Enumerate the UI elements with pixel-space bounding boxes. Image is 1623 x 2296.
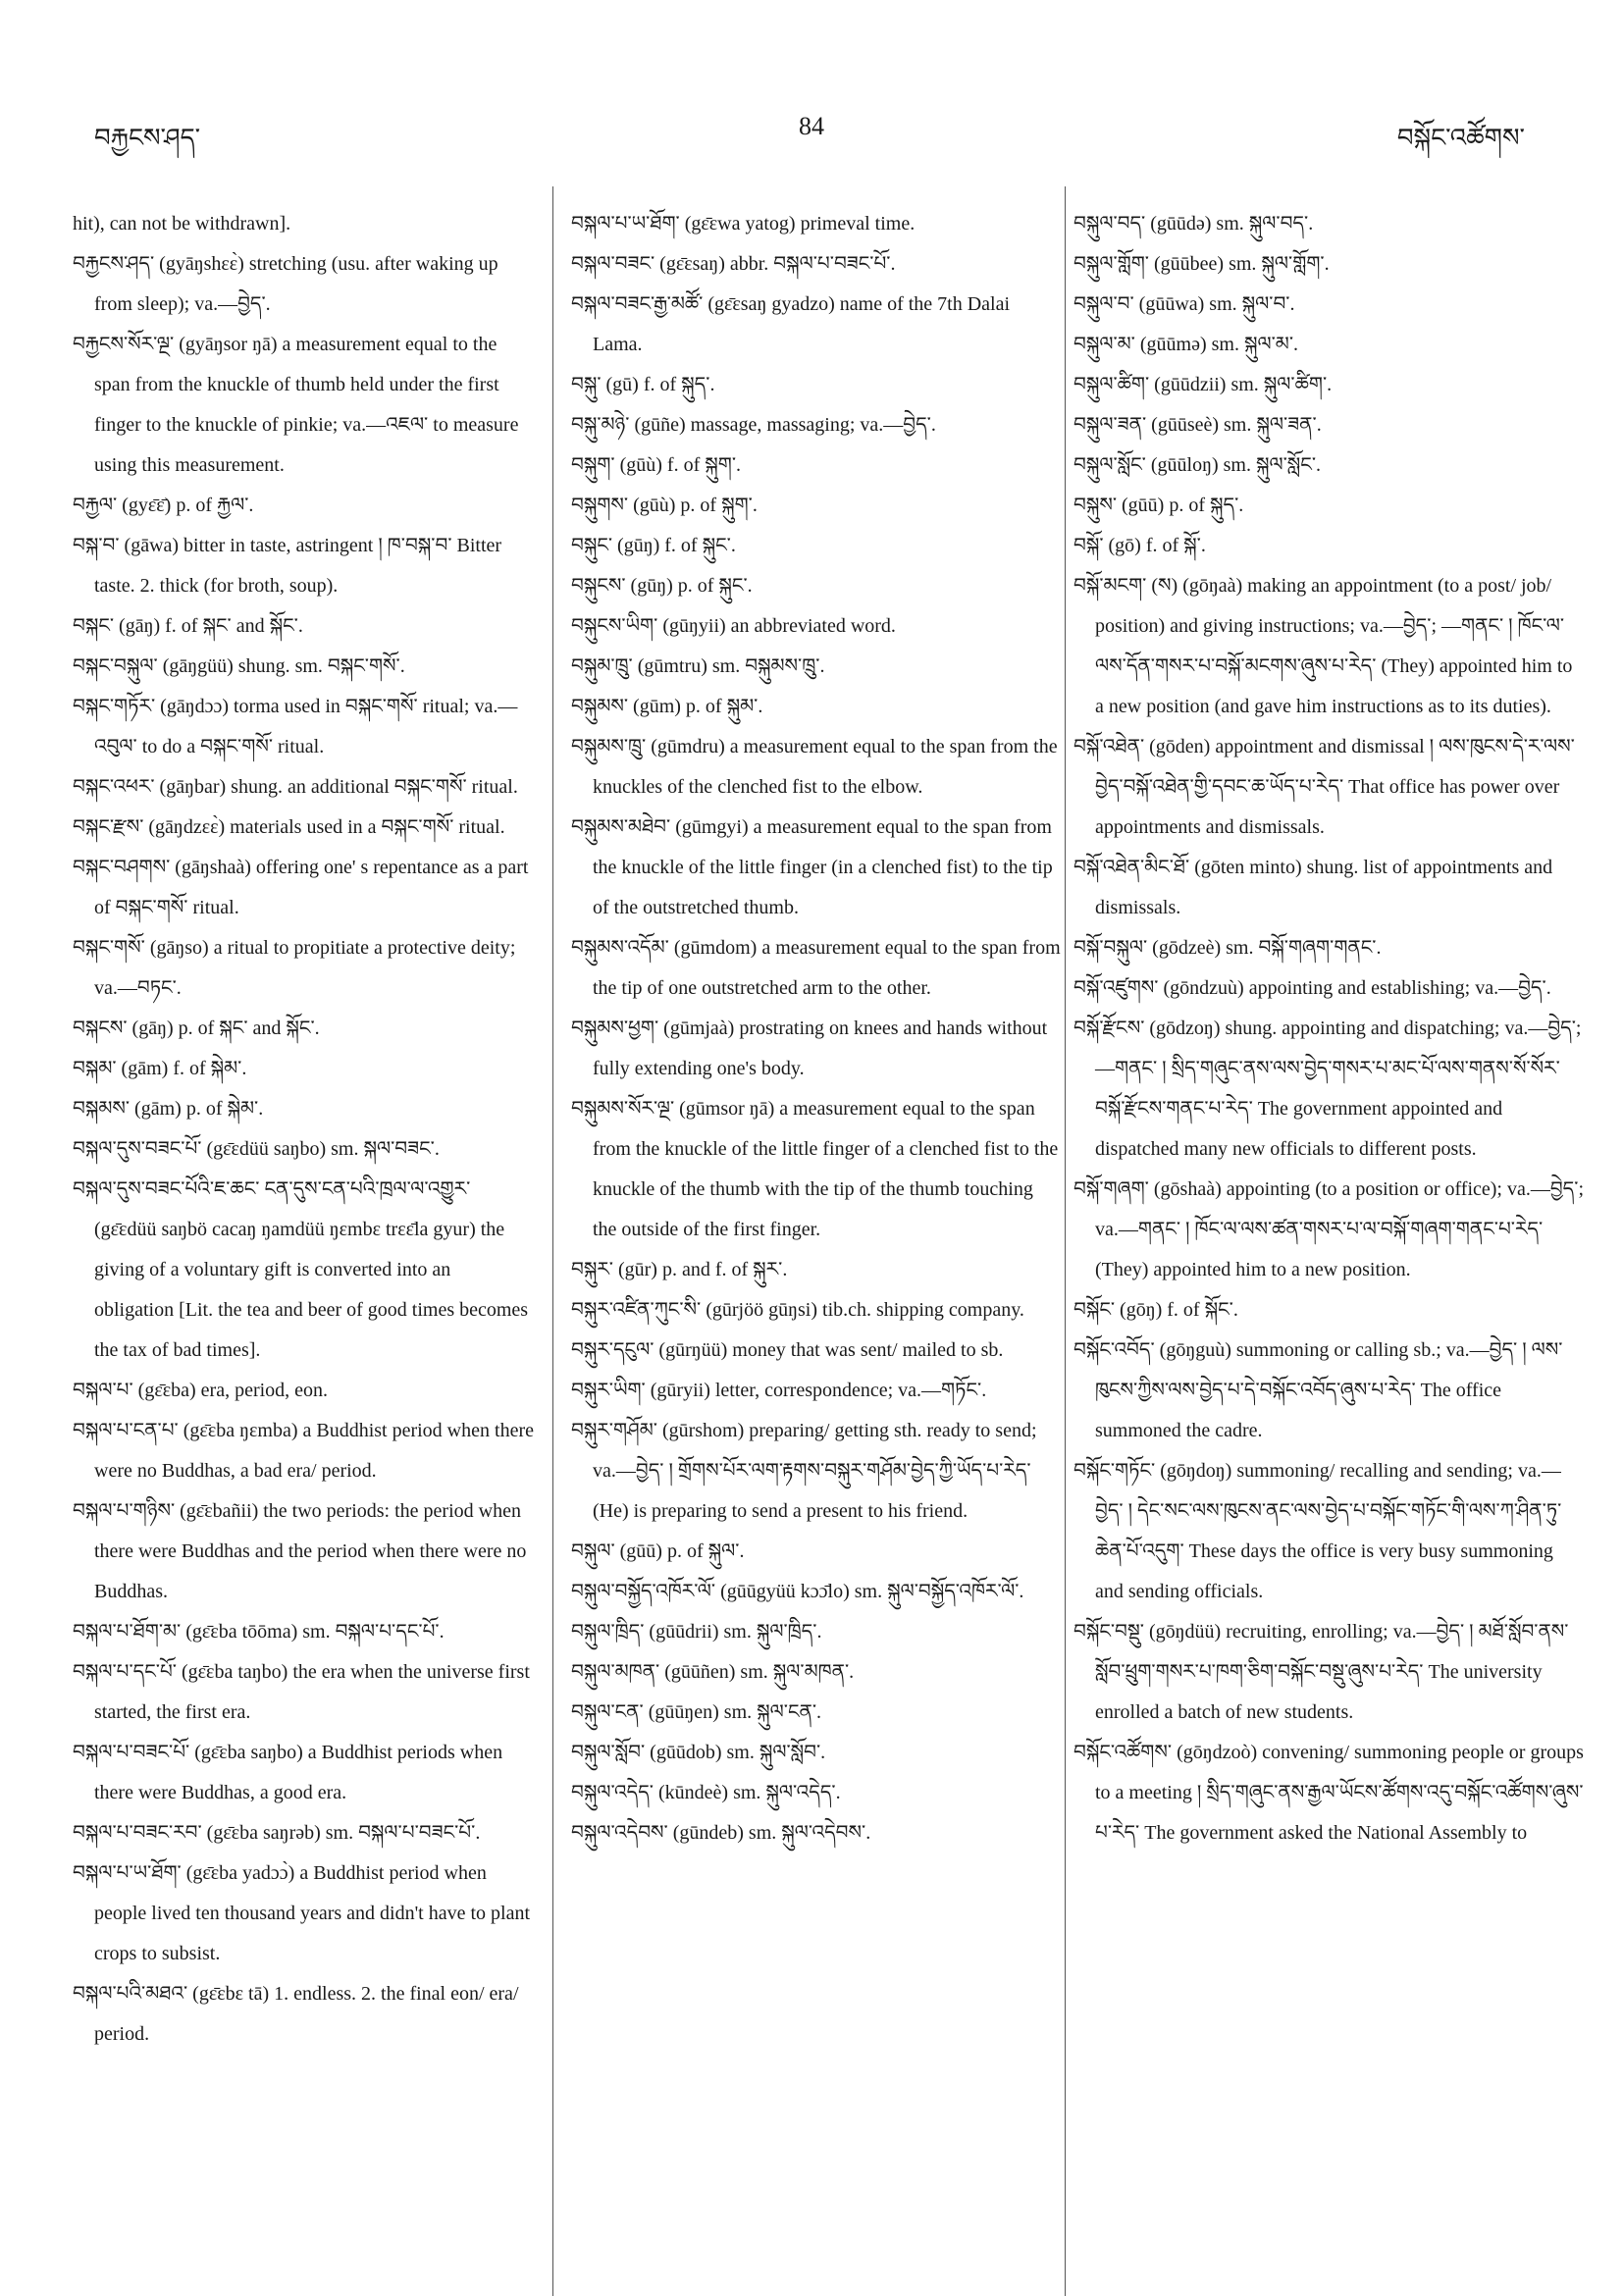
dictionary-entry: བསྐལ་པ་ཡ་ཐོག་ (gɛ̄ɛwa yatog) primeval time. xyxy=(571,213,916,235)
dictionary-entry: བསྐལ་པ་དང་པོ་ (gɛ̄ɛba taŋbo) the era when the universe first started, the first era. xyxy=(73,1661,530,1723)
dictionary-entry: བསྐུགས་ (gūù) p. of སྐུག་. xyxy=(571,495,758,516)
dictionary-entry: hit), can not be withdrawn]. xyxy=(73,213,291,235)
dictionary-entry: བསྐུམ་ཁྲུ་ (gūmtru) sm. བསྐུམས་ཁྲུ་. xyxy=(571,655,825,677)
dictionary-entry: བསྐུལ་སློབ་ (gūūdob) sm. སྐུལ་སློབ་. xyxy=(571,1742,826,1763)
dictionary-entry: བསྐང་རྫས་ (gāŋdzɛɛ̀) materials used in a བསྐང་གསོ་ ritual. xyxy=(73,816,505,838)
dictionary-entry: བསྐོང་བསྡུ་ (gōŋdüü) recruiting, enrolling; va.—བྱེད་ ། མཐོ་སློབ་ནས་སློབ་ཕྲུག་གསར་པ་ཁག་ཅིག་བསྐོང་བསྡུ་ཞུས་པ་རེད་ The university enrolled a batch of new students. xyxy=(1073,1621,1569,1723)
dictionary-entry: བསྐུལ་མཁན་ (gūūñen) sm. སྐུལ་མཁན་. xyxy=(571,1661,855,1683)
dictionary-entry: བསྐུ་ (gū) f. of སྐུད་. xyxy=(571,374,715,395)
dictionary-entry: བསྐོ་མངག་ (ས) (gōŋaà) making an appointment (to a post/ job/ position) and giving instructions; va.—བྱེད་; —གནང་ ། ཁོང་ལ་ལས་དོན་གསར་པ་བསྐོ་མངགས་ཞུས་པ་རེད་ (They) appointed him to a new position (and gave him instructions as to its duties). xyxy=(1073,575,1573,717)
dictionary-entry: བསྐུམས་ (gūm) p. of སྐུམ་. xyxy=(571,696,763,717)
dictionary-entry: བསྐང་བསྐུལ་ (gāŋgüü) shung. sm. བསྐང་གསོ་. xyxy=(73,655,405,677)
dictionary-entry: བརྐྱངས་སོར་ལྔ་ (gyāŋsor ŋā) a measurement equal to the span from the knuckle of thumb held under the first finger to the knuckle of pinkie; va.—འཇལ་ to measure using this measurement. xyxy=(73,334,519,476)
dictionary-entry: བསྐུར་ (gūr) p. and f. of སྐུར་. xyxy=(571,1259,788,1280)
dictionary-entry: བསྐོ་འཐེན་ (gōden) appointment and dismissal ། ལས་ཁུངས་དེ་ར་ལས་བྱེད་བསྐོ་འཐེན་གྱི་དབང་ཆ་ཡོད་པ་རེད་ That office has power over appointments and dismissals. xyxy=(1073,736,1575,838)
dictionary-entry: བསྐལ་པ་བཟང་རབ་ (gɛ̄ɛba saŋrəb) sm. བསྐལ་པ་བཟང་པོ་. xyxy=(73,1822,481,1844)
dictionary-entry: བསྐུལ་ཟན་ (gūūseè) sm. སྐུལ་ཟན་. xyxy=(1073,414,1322,436)
dictionary-entry: བསྐོ་གཞག་ (gōshaà) appointing (to a position or office); va.—བྱེད་; va.—གནང་ ། ཁོང་ལ་ལས་ཚན་གསར་པ་ལ་བསྐོ་གཞག་གནང་པ་རེད་ (They) appointed him to a new position. xyxy=(1073,1178,1585,1280)
dictionary-entry: བསྐལ་པ་བཟང་པོ་ (gɛ̄ɛba saŋbo) a Buddhist periods when there were Buddhas, a good era. xyxy=(73,1742,503,1803)
column-divider xyxy=(1065,186,1066,2296)
dictionary-entry: བསྐུལ་འདེབས་ (gūndeb) sm. སྐུལ་འདེབས་. xyxy=(571,1822,871,1844)
dictionary-entry: བསྐུལ་ངན་ (gūūŋen) sm. སྐུལ་ངན་. xyxy=(571,1701,822,1723)
column-2 xyxy=(571,204,1062,1853)
dictionary-entry: བསྐལ་པ་ཡ་ཐོག་ (gɛ̄ɛba yadɔɔ̀) a Buddhist period when people lived ten thousand years and didn't have to plant crops to subsist. xyxy=(73,1862,531,1964)
dictionary-entry: བརྐྱངས་ཤད་ (gyāŋshɛɛ̀) stretching (usu. after waking up from sleep); va.—བྱེད་. xyxy=(73,253,498,315)
dictionary-entry: བསྐོང་འཚོགས་ (gōŋdzoò) convening/ summoning people or groups to a meeting ། སྲིད་གཞུང་ནས་རྒྱལ་ཡོངས་ཚོགས་འདུ་བསྐོང་འཚོགས་ཞུས་པ་རེད་ The government asked the National Assembly to xyxy=(1073,1742,1584,1844)
dictionary-entry: བསྐུམས་ཁྲུ་ (gūmdru) a measurement equal to the span from the knuckles of the clenched fist to the elbow. xyxy=(571,736,1058,798)
dictionary-entry: བསྐལ་བཟང་ (gɛ̄ɛsaŋ) abbr. བསྐལ་པ་བཟང་པོ་. xyxy=(571,253,896,275)
column-1 xyxy=(73,204,534,2055)
dictionary-entry: བསྐུག་ (gūù) f. of སྐུག་. xyxy=(571,454,742,476)
dictionary-entry: བསྐང་གསོ་ (gāŋso) a ritual to propitiate a protective deity; va.—བཏང་. xyxy=(73,937,516,999)
column-3 xyxy=(1073,204,1586,1853)
dictionary-entry: བསྐང་འཕར་ (gāŋbar) shung. an additional བསྐང་གསོ་ ritual. xyxy=(73,776,518,798)
dictionary-entry: བསྐལ་པ་ངན་པ་ (gɛ̄ɛba ŋɛmba) a Buddhist period when there were no Buddhas, a bad era/ period. xyxy=(73,1420,534,1482)
dictionary-entry: བསྐལ་པ་ (gɛ̄ɛba) era, period, eon. xyxy=(73,1380,329,1401)
dictionary-entry: བསྐུལ་ (gūū) p. of སྐུལ་. xyxy=(571,1540,745,1562)
page-number: 84 xyxy=(799,112,824,140)
dictionary-entry: བསྐལ་དུས་བཟང་པོ་ (gɛ̄ɛdüü saŋbo) sm. སྐལ་བཟང་. xyxy=(73,1138,440,1160)
column-divider xyxy=(552,186,553,2296)
dictionary-entry: བསྐལ་དུས་བཟང་པོའི་ཇ་ཆང་ ངན་དུས་ངན་པའི་ཁྲལ་ལ་འགྱུར་ (gɛ̄ɛdüü saŋbö cacaŋ ŋamdüü ŋɛmbɛ trɛɛ̄la gyur) the giving of a voluntary gift is converted into an obligation [Lit. the tea and beer of good times becomes the tax of bad times]. xyxy=(73,1178,529,1361)
dictionary-entry: བསྐམ་ (gām) f. of སྐེམ་. xyxy=(73,1058,247,1079)
dictionary-entry: བསྐུལ་བད་ (gūūdə) sm. སྐུལ་བད་. xyxy=(1073,213,1314,235)
dictionary-entry: བསྐོ་འཐེན་མིང་ཐོ་ (gōten minto) shung. list of appointments and dismissals. xyxy=(1073,857,1553,918)
dictionary-entry: བསྐུར་ཡིག་ (gūryii) letter, correspondence; va.—གཏོང་. xyxy=(571,1380,987,1401)
dictionary-entry: བསྐུངས་ཡིག་ (gūŋyii) an abbreviated word. xyxy=(571,615,896,637)
dictionary-entry: བསྐང་བཤགས་ (gāŋshaà) offering one' s repentance as a part of བསྐང་གསོ་ ritual. xyxy=(73,857,529,918)
dictionary-entry: བསྐལ་པ་གཉིས་ (gɛ̄ɛbañii) the two periods: the period when there were Buddhas and the period when there were no Buddhas. xyxy=(73,1500,527,1602)
dictionary-entry: བསྐུལ་བསྐྱོད་འཁོར་ལོ་ (gūūgyüü kɔɔ̄lo) sm. སྐུལ་བསྐྱོད་འཁོར་ལོ་. xyxy=(571,1581,1024,1602)
dictionary-entry: བསྐུར་འཛིན་ཀུང་སི་ (gūrjöö gūŋsi) tib.ch. shipping company. xyxy=(571,1299,1024,1321)
dictionary-entry: བསྐུངས་ (gūŋ) p. of སྐུང་. xyxy=(571,575,753,597)
dictionary-entry: བསྐང་ (gāŋ) f. of སྐང་ and སྐོང་. xyxy=(73,615,303,637)
dictionary-entry: བསྐོ་འཛུགས་ (gōndzuù) appointing and establishing; va.—བྱེད་. xyxy=(1073,977,1551,999)
dictionary-entry: བསྐོ་ (gō) f. of སྐོ་. xyxy=(1073,535,1206,556)
dictionary-entry: བསྐོང་འབོད་ (gōŋguù) summoning or calling sb.; va.—བྱེད་ ། ལས་ཁུངས་ཀྱིས་ལས་བྱེད་པ་དེ་བསྐོང་འབོད་ཞུས་པ་རེད་ The office summoned the cadre. xyxy=(1073,1339,1563,1441)
dictionary-entry: བསྐོ་རྫོངས་ (gōdzoŋ) shung. appointing and dispatching; va.—བྱེད་; —གནང་ ། སྲིད་གཞུང་ནས་ལས་བྱེད་གསར་པ་མང་པོ་ལས་གནས་སོ་སོར་བསྐོ་རྫོངས་གནང་པ་རེད་ The government appointed and dispatched many new officials to different posts. xyxy=(1073,1018,1582,1160)
dictionary-entry: བསྐུལ་མ་ (gūūmə) sm. སྐུལ་མ་. xyxy=(1073,334,1299,355)
dictionary-entry: བསྐུར་གཤོམ་ (gūrshom) preparing/ getting sth. ready to send; va.—བྱེད་ ། གྲོགས་པོར་ལག་རྟགས་བསྐུར་གཤོམ་བྱེད་ཀྱི་ཡོད་པ་རེད་ (He) is preparing to send a present to his friend. xyxy=(571,1420,1037,1522)
dictionary-entry: བསྐུང་ (gūŋ) f. of སྐུང་. xyxy=(571,535,736,556)
dictionary-entry: བསྐུལ་སློང་ (gūūloŋ) sm. སྐུལ་སློང་. xyxy=(1073,454,1322,476)
dictionary-entry: བསྐངས་ (gāŋ) p. of སྐང་ and སྐོང་. xyxy=(73,1018,320,1039)
dictionary-entry: བསྐལ་པ་ཐོག་མ་ (gɛ̄ɛba tōōma) sm. བསྐལ་པ་དང་པོ་. xyxy=(73,1621,445,1643)
dictionary-entry: བསྐུལ་ཁྲིད་ (gūūdrii) sm. སྐུལ་ཁྲིད་. xyxy=(571,1621,822,1643)
dictionary-entry: བསྐ་བ་ (gāwa) bitter in taste, astringent ། ཁ་བསྐ་བ་ Bitter taste. 2. thick (for broth, soup). xyxy=(73,535,502,597)
dictionary-entry: བསྐོང་གཏོང་ (gōŋdoŋ) summoning/ recalling and sending; va.—བྱེད་ ། དེང་སང་ལས་ཁུངས་ནང་ལས་བྱེད་པ་བསྐོང་གཏོང་གི་ལས་ཀ་ཤིན་ཏུ་ཆེན་པོ་འདུག་ These days the office is very busy summoning and sending officials. xyxy=(1073,1460,1562,1602)
dictionary-entry: བསྐོང་ (gōŋ) f. of སྐོང་. xyxy=(1073,1299,1238,1321)
header-left-guideword: བརྐྱངས་ཤད་ xyxy=(94,124,201,152)
dictionary-entry: བརྐྱལ་ (gyɛ̄ɛ̄) p. of རྐྱལ་. xyxy=(73,495,254,516)
dictionary-entry: བསྐོ་བསྐུལ་ (gōdzeè) sm. བསྐོ་གཞག་གནང་. xyxy=(1073,937,1382,959)
dictionary-entry: བསྐུ་མཉེ་ (gūñe) massage, massaging; va.—བྱེད་. xyxy=(571,414,936,436)
dictionary-entry: བསྐུར་དངུལ་ (gūrŋüü) money that was sent/ mailed to sb. xyxy=(571,1339,1004,1361)
dictionary-entry: བསྐུམས་མཐེབ་ (gūmgyi) a measurement equal to the span from the knuckle of the little finger (in a clenched fist) to the tip of the outstretched thumb. xyxy=(571,816,1053,918)
dictionary-entry: བསྐུལ་བ་ (gūūwa) sm. སྐུལ་བ་. xyxy=(1073,293,1295,315)
dictionary-entry: བསྐུལ་འདེད་ (kūndeè) sm. སྐུལ་འདེད་. xyxy=(571,1782,841,1803)
dictionary-entry: བསྐུལ་གློག་ (gūūbee) sm. སྐུལ་གློག་. xyxy=(1073,253,1330,275)
dictionary-entry: བསྐལ་བཟང་རྒྱ་མཚོ་ (gɛ̄ɛsaŋ gyadzo) name of the 7th Dalai Lama. xyxy=(571,293,1011,355)
dictionary-entry: བསྐམས་ (gām) p. of སྐེམ་. xyxy=(73,1098,264,1120)
dictionary-entry: བསྐང་གཏོར་ (gāŋdɔɔ) torma used in བསྐང་གསོ་ ritual; va.—འབུལ་ to do a བསྐང་གསོ་ ritual. xyxy=(73,696,518,757)
dictionary-entry: བསྐུམས་འདོམ་ (gūmdom) a measurement equal to the span from the tip of one outstretched arm to the other. xyxy=(571,937,1061,999)
dictionary-entry: བསྐལ་པའི་མཐའ་ (gɛ̄ɛbɛ tā) 1. endless. 2. the final eon/ era/ period. xyxy=(73,1983,519,2045)
dictionary-entry: བསྐུམས་སོར་ལྔ་ (gūmsor ŋā) a measurement equal to the span from the knuckle of the little finger of a clenched fist to the knuckle of the thumb with the tip of the thumb touching the outside of the first finger. xyxy=(571,1098,1059,1240)
header-right-guideword: བསྐོང་འཚོགས་ xyxy=(1396,124,1525,152)
dictionary-entry: བསྐུས་ (gūū) p. of སྐུད་. xyxy=(1073,495,1244,516)
dictionary-entry: བསྐུལ་ཚིག་ (gūūdzii) sm. སྐུལ་ཚིག་. xyxy=(1073,374,1333,395)
dictionary-entry: བསྐུམས་ཕྱག་ (gūmjaà) prostrating on knees and hands without fully extending one's body. xyxy=(571,1018,1048,1079)
